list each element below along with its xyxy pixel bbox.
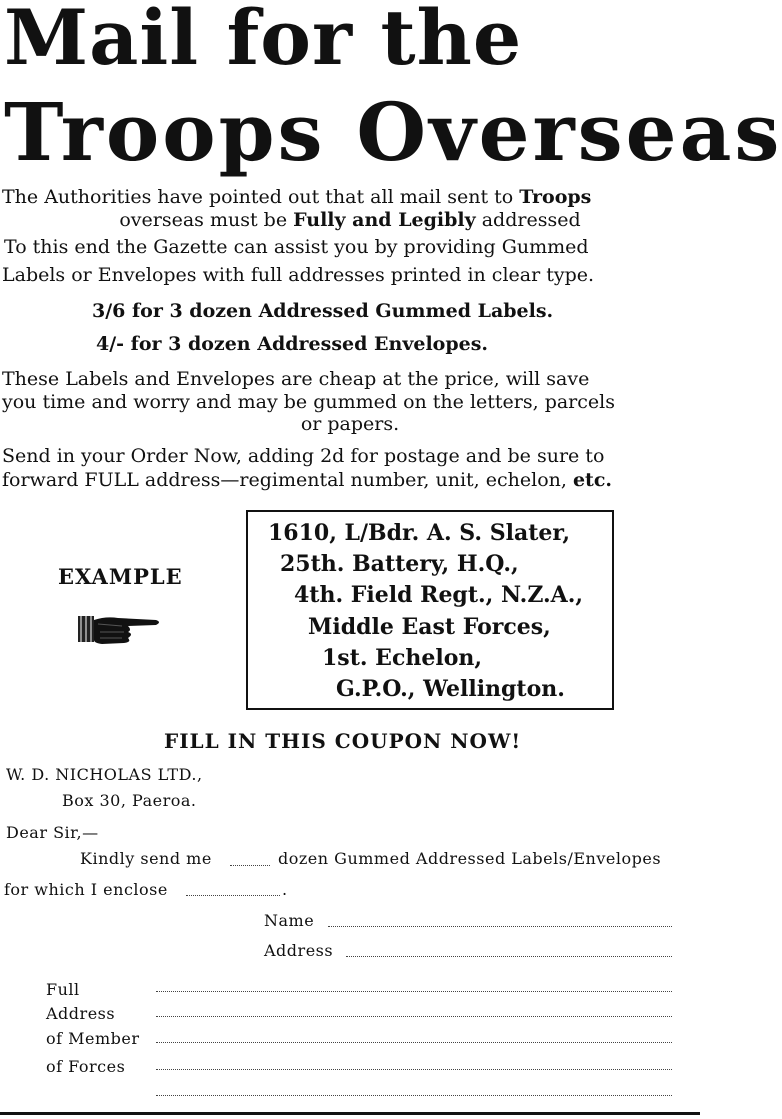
address-line-3: 4th. Field Regt., N.Z.A.,: [294, 582, 584, 608]
intro-line-1: [2, 186, 591, 209]
coupon-company: W. D. NICHOLAS LTD.,: [6, 765, 203, 784]
intro-line-2: [0, 209, 700, 232]
price-labels: 3/6 for 3 dozen Addressed Gummed Labels.: [92, 300, 554, 322]
coupon-title: FILL IN THIS COUPON NOW!: [164, 729, 522, 753]
bottom-border-rule: [0, 1112, 700, 1115]
intro-line-2-suffix: addressed: [475, 209, 581, 231]
intro-line-1-bold: Troops: [519, 186, 592, 208]
intro-line-2-bold: Fully and Legibly: [293, 209, 476, 231]
full-address-label-4: of Forces: [46, 1057, 126, 1076]
full-address-label-3: of Member: [46, 1029, 140, 1048]
full-address-label-1: Full: [46, 980, 80, 999]
full-address-field-3[interactable]: [156, 1042, 672, 1043]
order-line-2: [2, 469, 612, 492]
address-line-6: G.P.O., Wellington.: [336, 676, 565, 702]
benefits-line-3: or papers.: [300, 413, 400, 435]
coupon-request-suffix: dozen Gummed Addressed Labels/Envelopes: [278, 849, 662, 868]
benefits-line-2: you time and worry and may be gummed on the letters, parcels: [2, 391, 615, 413]
full-address-field-5[interactable]: [156, 1095, 672, 1096]
benefits-line-1: These Labels and Envelopes are cheap at the price, will save: [2, 368, 590, 390]
intro-line-4: Labels or Envelopes with full addresses printed in clear type.: [2, 264, 595, 286]
price-envelopes: 4/- for 3 dozen Addressed Envelopes.: [96, 333, 489, 355]
intro-line-1-text: The Authorities have pointed out that all mail sent to: [2, 186, 520, 208]
enclose-amount-field[interactable]: [186, 895, 280, 896]
coupon-enclose-end: .: [282, 880, 288, 899]
address-line-5: 1st. Echelon,: [322, 645, 483, 671]
pointing-hand-graphic: [78, 612, 164, 648]
headline-line-2: Troops Overseas: [4, 85, 782, 179]
intro-line-2-text: overseas must be: [119, 209, 294, 231]
name-field[interactable]: [328, 926, 672, 927]
address-label: Address: [264, 941, 334, 960]
full-address-field-1[interactable]: [156, 991, 672, 992]
full-address-label-2: Address: [46, 1004, 116, 1023]
coupon-salutation: Dear Sir,—: [6, 823, 99, 842]
name-label: Name: [264, 911, 315, 930]
order-line-2-text: forward FULL address—regimental number, unit, echelon,: [2, 469, 573, 491]
full-address-field-2[interactable]: [156, 1016, 672, 1017]
intro-line-3: To this end the Gazette can assist you by providing Gummed: [4, 236, 589, 258]
address-field[interactable]: [346, 956, 672, 957]
coupon-request-prefix: Kindly send me: [80, 849, 212, 868]
pointing-hand-icon: [78, 612, 164, 652]
example-label: EXAMPLE: [58, 564, 183, 589]
dozen-quantity-field[interactable]: [230, 865, 270, 866]
order-line-1: Send in your Order Now, adding 2d for postage and be sure to: [2, 445, 605, 467]
order-line-2-bold: etc.: [572, 469, 613, 491]
address-line-1: 1610, L/Bdr. A. S. Slater,: [268, 520, 571, 546]
full-address-field-4[interactable]: [156, 1069, 672, 1070]
address-line-2: 25th. Battery, H.Q.,: [280, 551, 519, 577]
coupon-box: Box 30, Paeroa.: [62, 791, 197, 810]
headline-line-1: Mail for the: [4, 0, 523, 82]
coupon-enclose-label: for which I enclose: [4, 880, 168, 899]
address-line-4: Middle East Forces,: [308, 614, 551, 640]
